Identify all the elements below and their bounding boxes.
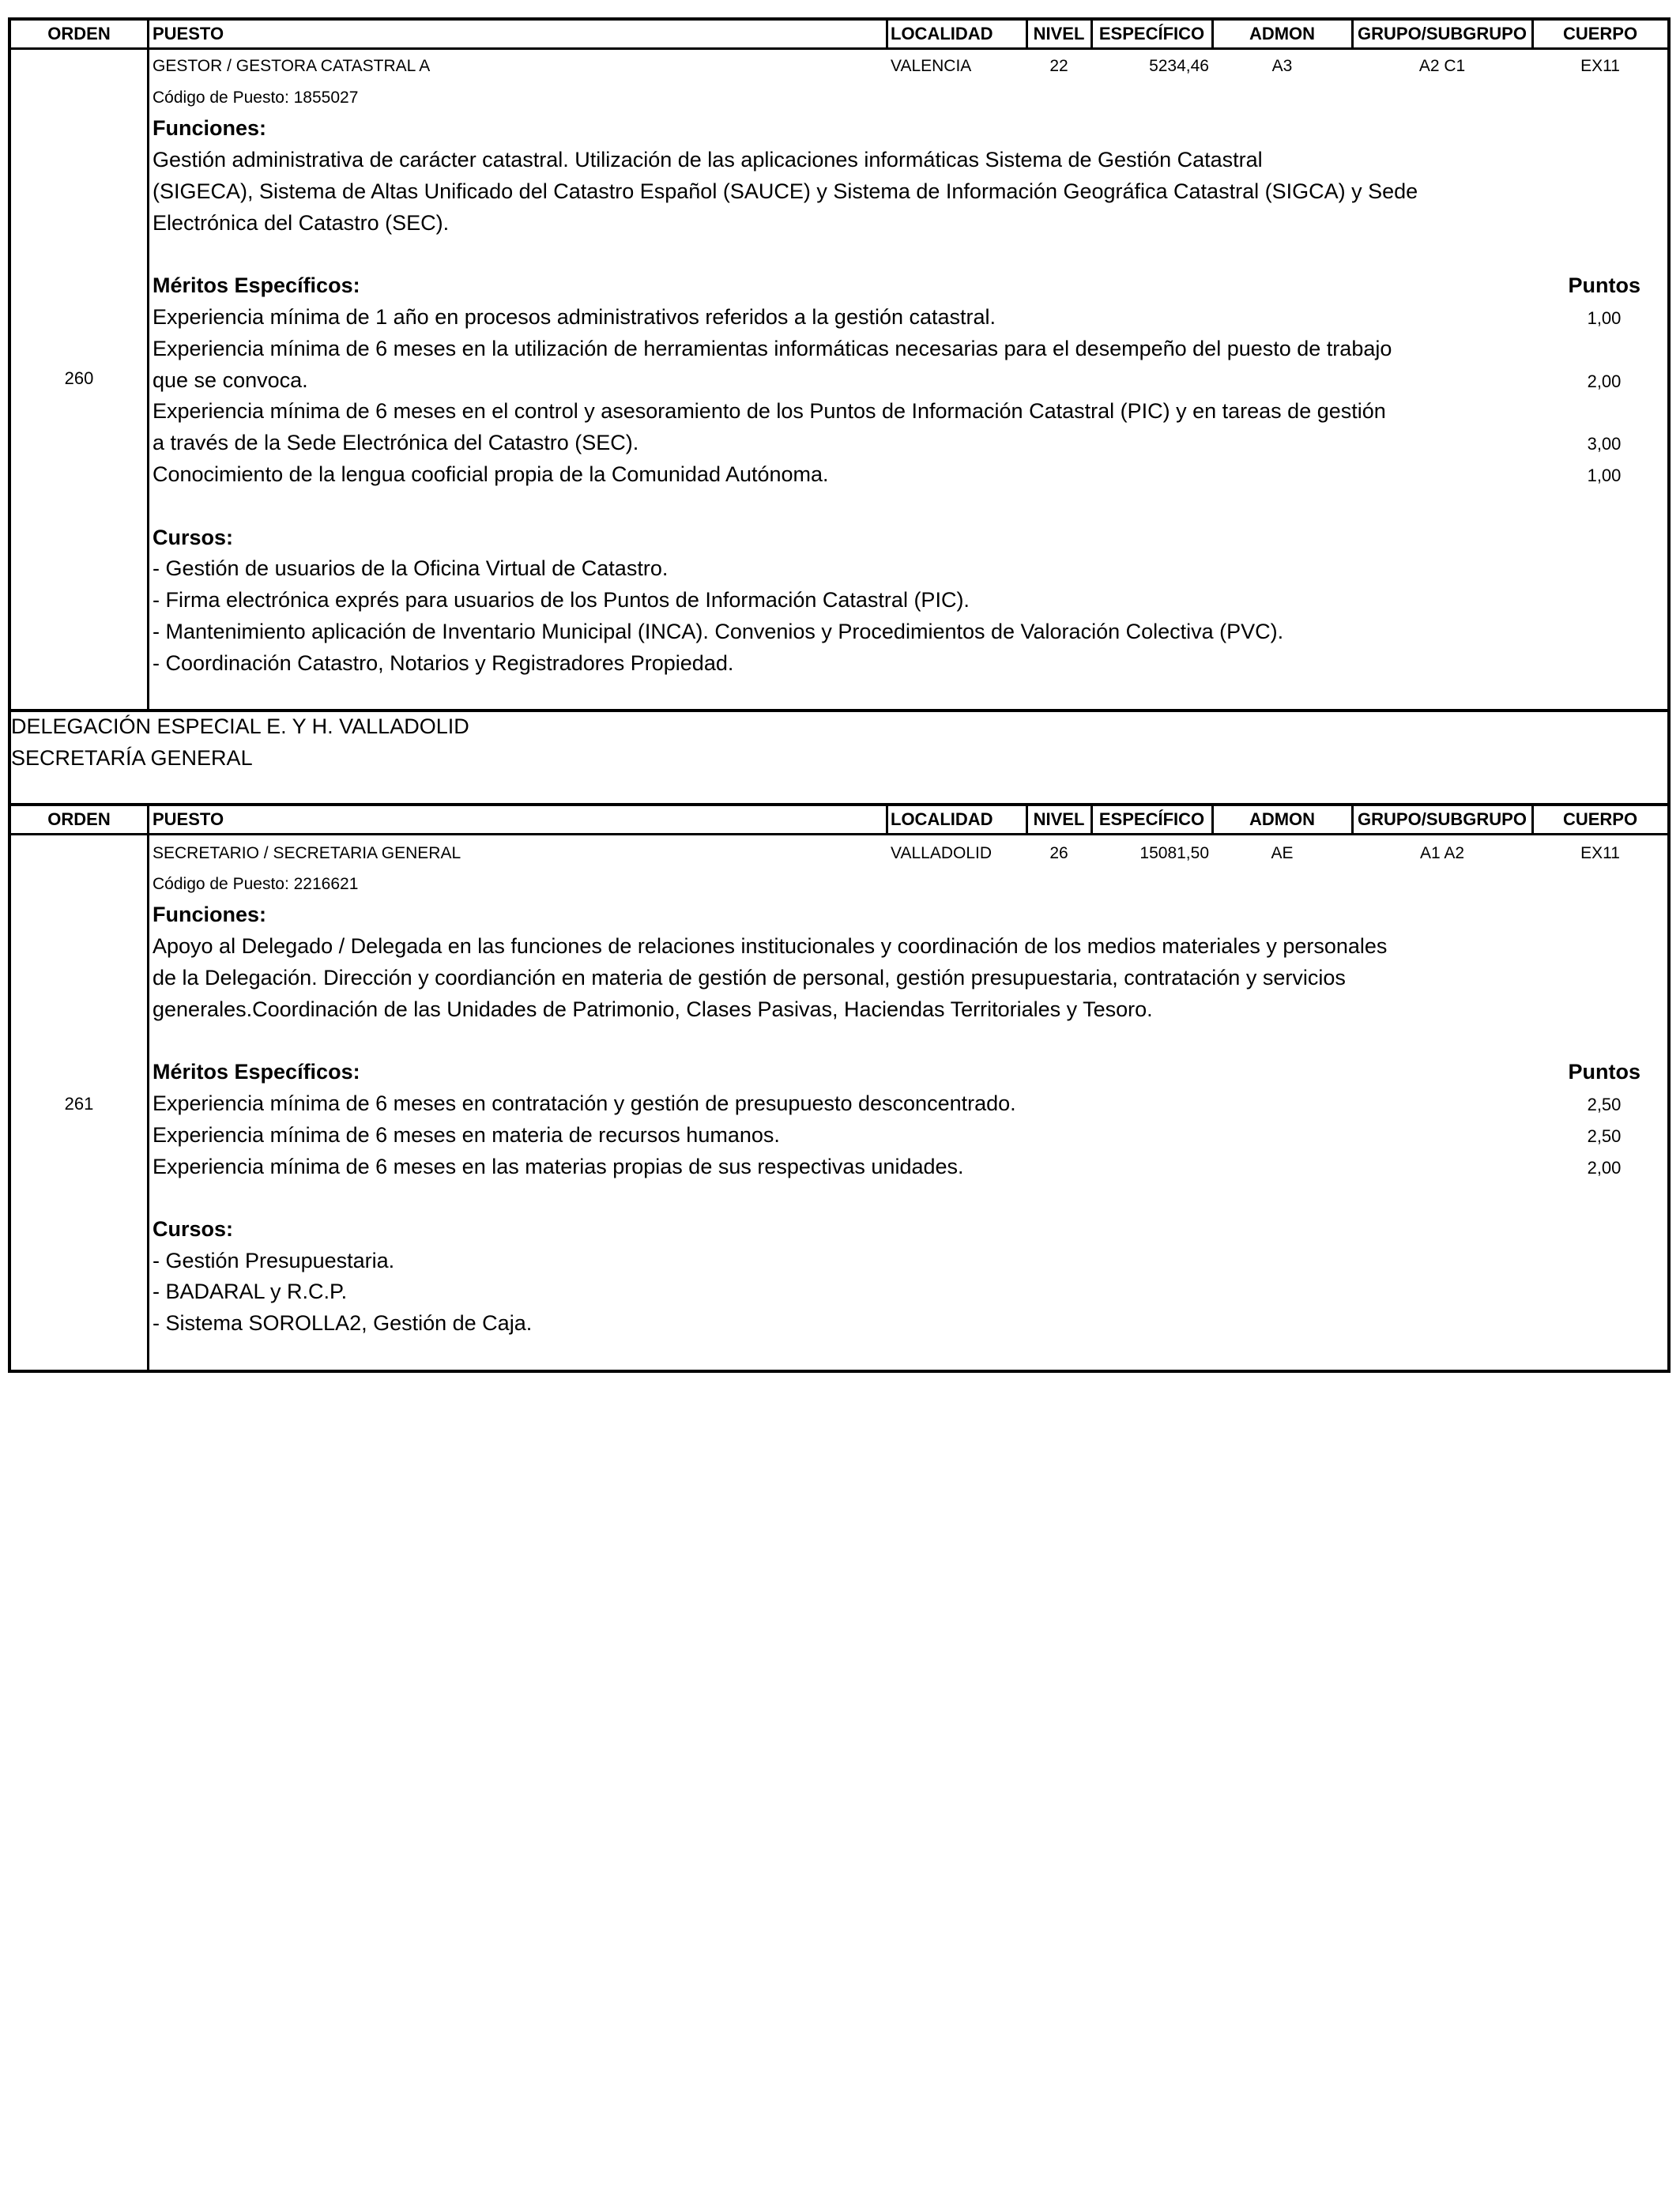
header-nivel: NIVEL	[1033, 24, 1085, 43]
puesto-value: GESTOR / GESTORA CATASTRAL A	[153, 57, 431, 75]
curso-line: - Sistema SOROLLA2, Gestión de Caja.	[153, 1311, 533, 1335]
curso-line: - Coordinación Catastro, Notarios y Registradores Propiedad.	[153, 651, 734, 675]
col-divider	[886, 803, 888, 835]
funciones-line: Gestión administrativa de carácter catastral. Utilización de las aplicaciones informáticas Sistema de Gestión Catastral	[153, 148, 1263, 172]
merito-line: Conocimiento de la lengua cooficial propia de la Comunidad Autónoma.	[153, 462, 829, 486]
grupo-value: A2 C1	[1418, 57, 1466, 75]
puntos-heading: Puntos	[1568, 1060, 1640, 1084]
col-divider	[886, 17, 888, 49]
merito-line: a través de la Sede Electrónica del Catastro (SEC).	[153, 431, 639, 454]
meritos-heading: Méritos Específicos:	[153, 273, 360, 297]
localidad-value: VALENCIA	[891, 57, 972, 75]
merito-line: Experiencia mínima de 6 meses en la utilización de herramientas informáticas necesarias para el desempeño del puesto de trabajo	[153, 337, 1392, 360]
merito-line: que se convoca.	[153, 368, 308, 392]
meritos-heading: Méritos Específicos:	[153, 1060, 360, 1084]
curso-line: - Firma electrónica exprés para usuarios de los Puntos de Información Catastral (PIC).	[153, 588, 970, 612]
cuerpo-value: EX11	[1580, 844, 1620, 862]
curso-line: - Gestión de usuarios de la Oficina Virtual de Catastro.	[153, 556, 669, 580]
section-right-border	[1667, 710, 1671, 805]
orden-divider	[147, 833, 149, 1372]
header-admon: ADMON	[1249, 809, 1316, 829]
funciones-line: (SIGECA), Sistema de Altas Unificado del Catastro Español (SAUCE) y Sistema de Información Geográfica Catastral (SIGCA) y Sede	[153, 179, 1418, 203]
header-nivel: NIVEL	[1033, 809, 1085, 829]
funciones-heading: Funciones:	[153, 903, 267, 926]
puntos-value: 1,00	[1587, 466, 1622, 485]
orden-divider	[147, 47, 149, 711]
admon-value: A3	[1271, 57, 1293, 75]
header-puesto: PUESTO	[153, 809, 224, 829]
puntos-value: 2,50	[1587, 1095, 1622, 1114]
orden-value: 261	[64, 1094, 94, 1114]
orden-value: 260	[64, 368, 94, 388]
curso-line: - Mantenimiento aplicación de Inventario Municipal (INCA). Convenios y Procedimientos de Valoración Colectiva (PVC).	[153, 620, 1284, 643]
funciones-heading: Funciones:	[153, 116, 267, 140]
admon-value: AE	[1271, 844, 1294, 862]
especifico-value: 5234,46	[1149, 57, 1209, 75]
delegacion-title: DELEGACIÓN ESPECIAL E. Y H. VALLADOLID	[11, 714, 469, 738]
puntos-value: 1,00	[1587, 308, 1622, 328]
header-orden: ORDEN	[47, 809, 111, 829]
curso-line: - BADARAL y R.C.P.	[153, 1280, 348, 1303]
header-localidad: LOCALIDAD	[891, 809, 993, 829]
nivel-value: 22	[1049, 57, 1068, 75]
localidad-value: VALLADOLID	[891, 844, 992, 862]
puesto-value: SECRETARIO / SECRETARIA GENERAL	[153, 844, 461, 862]
header-especifico: ESPECÍFICO	[1098, 24, 1205, 43]
header-orden: ORDEN	[47, 24, 111, 43]
funciones-line: Electrónica del Catastro (SEC).	[153, 211, 450, 235]
funciones-line: generales.Coordinación de las Unidades de Patrimonio, Clases Pasivas, Haciendas Territoriales y Tesoro.	[153, 997, 1153, 1021]
puntos-value: 3,00	[1587, 434, 1622, 454]
header-grupo: GRUPO/SUBGRUPO	[1358, 24, 1527, 43]
header-divider	[8, 833, 1671, 835]
merito-line: Experiencia mínima de 6 meses en las materias propias de sus respectivas unidades.	[153, 1155, 964, 1178]
header-cuerpo: CUERPO	[1562, 809, 1638, 829]
col-divider	[147, 17, 149, 49]
codigo-puesto: Código de Puesto: 1855027	[153, 89, 359, 107]
codigo-puesto: Código de Puesto: 2216621	[153, 875, 359, 893]
puntos-value: 2,00	[1587, 1158, 1622, 1178]
puntos-heading: Puntos	[1568, 273, 1640, 297]
secretaria-title: SECRETARÍA GENERAL	[11, 746, 253, 770]
funciones-line: Apoyo al Delegado / Delegada en las funciones de relaciones institucionales y coordinación de los medios materiales y personales	[153, 934, 1388, 958]
merito-line: Experiencia mínima de 6 meses en el control y asesoramiento de los Puntos de Información Catastral (PIC) y en tareas de gestión	[153, 399, 1386, 423]
especifico-value: 15081,50	[1139, 844, 1209, 862]
header-admon: ADMON	[1249, 24, 1316, 43]
header-especifico: ESPECÍFICO	[1098, 809, 1205, 829]
nivel-value: 26	[1049, 844, 1068, 862]
header-grupo: GRUPO/SUBGRUPO	[1358, 809, 1527, 829]
header-divider	[8, 47, 1671, 50]
merito-line: Experiencia mínima de 1 año en procesos administrativos referidos a la gestión catastral.	[153, 305, 996, 329]
merito-line: Experiencia mínima de 6 meses en materia de recursos humanos.	[153, 1123, 780, 1147]
cursos-heading: Cursos:	[153, 526, 234, 549]
cuerpo-value: EX11	[1580, 57, 1620, 75]
puntos-value: 2,50	[1587, 1126, 1622, 1146]
funciones-line: de la Delegación. Dirección y coordianción en materia de gestión de personal, gestión presupuestaria, contratación y servicios	[153, 966, 1346, 990]
puntos-value: 2,00	[1587, 371, 1622, 391]
header-puesto: PUESTO	[153, 24, 224, 43]
cursos-heading: Cursos:	[153, 1217, 234, 1241]
merito-line: Experiencia mínima de 6 meses en contratación y gestión de presupuesto desconcentrado.	[153, 1091, 1016, 1115]
curso-line: - Gestión Presupuestaria.	[153, 1249, 395, 1272]
grupo-value: A1 A2	[1419, 844, 1465, 862]
header-localidad: LOCALIDAD	[891, 24, 993, 43]
header-cuerpo: CUERPO	[1562, 24, 1638, 43]
col-divider	[147, 803, 149, 835]
